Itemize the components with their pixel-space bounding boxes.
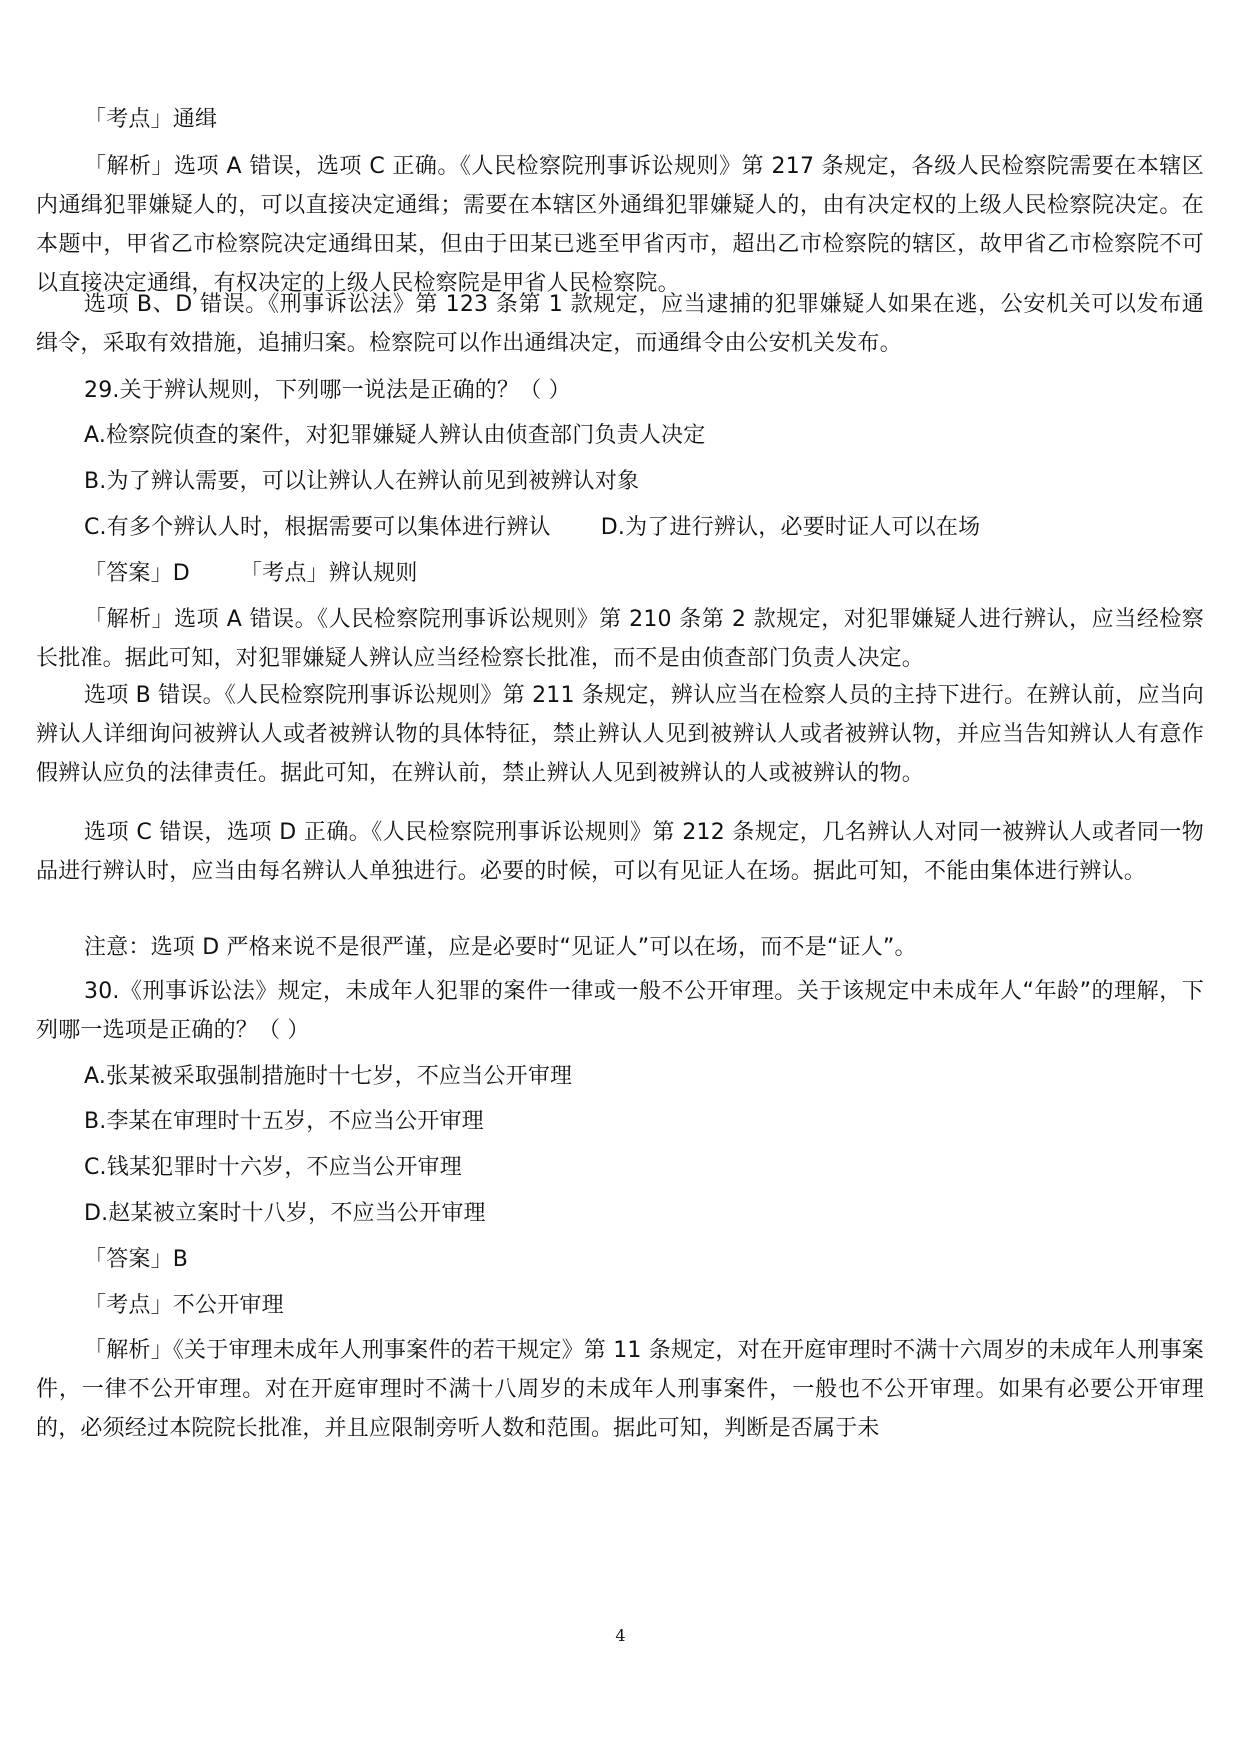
page-number: 4 — [615, 1626, 626, 1645]
jiexi-30-paragraph: 「解析」《关于审理未成年人刑事案件的若干规定》第 11 条规定，对在开庭审理时不满十六周岁的未成年人刑事案件，一律不公开审理。对在开庭审理时不满十八周岁的未成年人刑事案件，一般也不公开审理。如果有必要公开审理的，必须经过本院院长批准，并且应限制旁听人数和范围。据此可知，判断是否属于未 — [36, 1338, 1204, 1441]
answer-29: 「答案」D — [84, 561, 190, 586]
question-30-option-d: D.赵某被立案时十八岁，不应当公开审理 — [84, 1201, 486, 1226]
answer-30: 「答案」B — [84, 1247, 189, 1272]
jiexi-29-paragraph-2: 选项 B 错误。《人民检察院刑事诉讼规则》第 211 条规定，辨认应当在检察人员的主持下进行。在辨认前，应当向辨认人详细询问被辨认人或者被辨认物的具体特征，禁止辨认人见到被辨认人或者被辨认物，并应当告知辨认人有意作假辨认应负的法律责任。据此可知，在辨认前，禁止辨认人见到被辨认的人或被辨认的物。 — [36, 683, 1204, 786]
question-30-option-b: B.李某在审理时十五岁，不应当公开审理 — [84, 1109, 484, 1134]
answer-29-line — [36, 554, 1204, 593]
question-30-option-c: C.钱某犯罪时十六岁，不应当公开审理 — [84, 1155, 462, 1180]
question-29-option-a: A.检察院侦查的案件，对犯罪嫌疑人辨认由侦查部门负责人决定 — [84, 423, 706, 448]
question-29-option-c: C.有多个辨认人时，根据需要可以集体进行辨认 — [84, 515, 551, 540]
kaodian-28: 「考点」通缉 — [84, 107, 218, 132]
kaodian-29: 「考点」辨认规则 — [239, 561, 418, 586]
jiexi-29-paragraph-1: 「解析」选项 A 错误。《人民检察院刑事诉讼规则》第 210 条第 2 款规定，对犯罪嫌疑人进行辨认，应当经检察长批准。据此可知，对犯罪嫌疑人辨认应当经检察长批准，而不是由侦查部门负责人决定。 — [36, 607, 1204, 671]
question-29-option-b: B.为了辨认需要，可以让辨认人在辨认前见到被辨认对象 — [84, 469, 640, 494]
question-30-option-a: A.张某被采取强制措施时十七岁，不应当公开审理 — [84, 1064, 573, 1089]
jiexi-29-paragraph-3: 选项 C 错误，选项 D 正确。《人民检察院刑事诉讼规则》第 212 条规定，几名辨认人对同一被辨认人或者同一物品进行辨认时，应当由每名辨认人单独进行。必要的时候，可以有见证人在场。据此可知，不能由集体进行辨认。 — [36, 820, 1204, 884]
note-29: 注意：选项 D 严格来说不是很严谨，应是必要时“见证人”可以在场，而不是“证人”。 — [84, 935, 917, 960]
question-30-stem: 30.《刑事诉讼法》规定，未成年人犯罪的案件一律或一般不公开审理。关于该规定中未成年人“年龄”的理解，下列哪一选项是正确的？（ ） — [36, 979, 1204, 1043]
jiexi-28-paragraph-2: 选项 B、D 错误。《刑事诉讼法》第 123 条第 1 款规定，应当逮捕的犯罪嫌疑人如果在逃，公安机关可以发布通缉令，采取有效措施，追捕归案。检察院可以作出通缉决定，而通缉令由公安机关发布。 — [36, 292, 1204, 356]
question-29-options-cd-line — [36, 508, 1204, 547]
kaodian-30: 「考点」不公开审理 — [84, 1293, 284, 1318]
question-29-stem: 29.关于辨认规则，下列哪一说法是正确的？（ ） — [84, 378, 571, 403]
question-29-option-d: D.为了进行辨认，必要时证人可以在场 — [600, 515, 981, 540]
jiexi-28-paragraph-1: 「解析」选项 A 错误，选项 C 正确。《人民检察院刑事诉讼规则》第 217 条规定，各级人民检察院需要在本辖区内通缉犯罪嫌疑人的，可以直接决定通缉；需要在本辖区外通缉犯罪嫌疑人的，由有决定权的上级人民检察院决定。在本题中，甲省乙市检察院决定通缉田某，但由于田某已逃至甲省丙市，超出乙市检察院的辖区，故甲省乙市检察院不可以直接决定通缉，有权决定的上级人民检察院是甲省人民检察院。 — [36, 154, 1204, 296]
